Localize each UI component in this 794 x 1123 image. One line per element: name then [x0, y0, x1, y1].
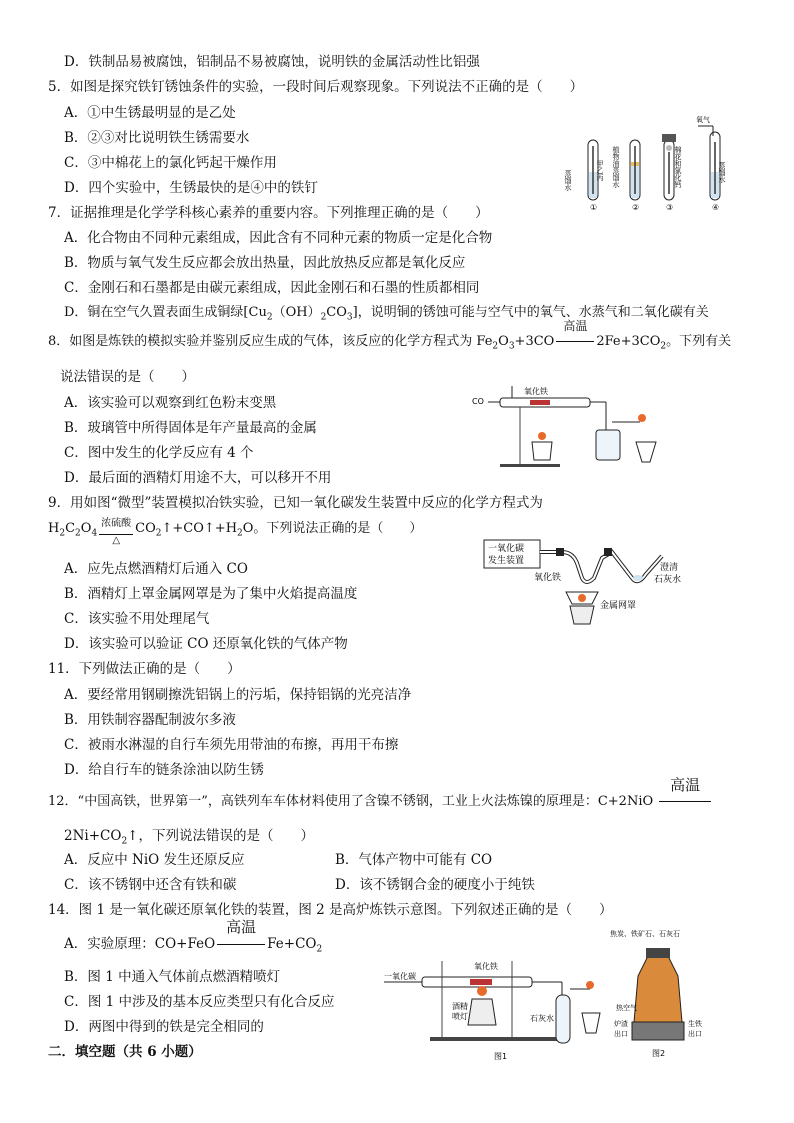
tube-3: [662, 134, 682, 212]
q12-stem: 12．“中国高铁，世界第一”，高铁列车车体材料使用了含镍不锈钢，工业上火法炼镍的原理是：C+2NiO 高温: [48, 793, 713, 811]
q7-option-b: B．物质与氧气发生反应都会放出热量，因此放热反应都是氧化反应: [64, 255, 466, 271]
t3-label: 棉花和氯化钙: [674, 146, 682, 188]
q9-figure-micro-device: [482, 538, 692, 630]
q9-option-a: A．应先点燃酒精灯后通入 CO: [64, 561, 248, 577]
q12-option-c: C．该不锈钢中还含有铁和碳: [64, 877, 237, 893]
q7-option-d: D．铜在空气久置表面生成铜绿$[Cu_2(OH)_2CO_3]$，说明铜的锈蚀可能与空气中的氧气、水蒸气和二氧化碳有关: [64, 305, 709, 323]
q8-option-d: D．最后面的酒精灯用途不大，可以移开不用: [64, 470, 332, 486]
section-2-title: 二．填空题（共 6 小题）: [48, 1044, 202, 1060]
fig1-fe2o3-label: 氧化铁: [474, 962, 498, 971]
q4-option-d: D．铁制品易被腐蚀，铝制品不易被腐蚀，说明铁的金属活动性比铝强: [64, 54, 480, 70]
tube-2: [612, 140, 640, 212]
gen-label-2: 发生装置: [488, 556, 525, 566]
q12-option-b: B．气体产物中可能有 CO: [335, 852, 493, 868]
q8-stem: 8．如图是炼铁的模拟实验并鉴别反应生成的气体，该反应的化学方程式为 $Fe_2O_3+3CO$ 高温 $2Fe+3CO_2$。下列有关: [48, 319, 732, 352]
q14-condition: 高温: [217, 935, 265, 953]
fig1-lime-label: 石灰水: [530, 1014, 554, 1023]
fig2-slag-label-1: 炉渣: [614, 1020, 628, 1028]
n3: ③: [666, 203, 674, 212]
q9-equation: $H_2C_2O_4$ 浓硫酸 △ $CO_2↑+CO↑+H_2O$。下列说法正确的是（ ）: [48, 518, 423, 546]
fig2-air-label: 热空气: [616, 1004, 637, 1012]
q14-stem: 14．图 1 是一氧化碳还原氧化铁的装置，图 2 是高炉炼铁示意图。下列叙述正确的是（ ）: [48, 902, 613, 918]
fig1-caption: 图1: [494, 1052, 508, 1061]
oxygen-label: 氧气: [696, 116, 710, 124]
q8-option-a: A．该实验可以观察到红色粉末变黑: [64, 395, 277, 411]
q14-option-a: A．实验原理：CO+FeO 高温 $Fe+CO_2$: [64, 918, 323, 955]
q9-stem: 9．用如图“微型”装置模拟冶铁实验，已知一氧化碳发生装置中反应的化学方程式为: [48, 495, 543, 511]
q12-option-d: D．该不锈钢合金的硬度小于纯铁: [335, 877, 535, 893]
t4-label: 蒸馏水: [718, 162, 726, 183]
fig2-slag-label-2: 出口: [614, 1030, 628, 1038]
q11-stem: 11．下列做法正确的是（ ）: [48, 661, 241, 677]
q14-option-b: B．图 1 中通入气体前点燃酒精喷灯: [64, 969, 281, 985]
q8-condition: 高温: [556, 333, 594, 351]
mesh-label: 金属网罩: [600, 601, 637, 611]
q11-option-a: A．要经常用钢刷擦洗铝锅上的污垢，保持铝锅的光亮洁净: [64, 687, 412, 703]
q7-option-c: C．金刚石和石墨都是由碳元素组成，因此金刚石和石墨的性质都相同: [64, 280, 480, 296]
tube-4: [696, 115, 726, 212]
fig1-lamp-label-1: 酒精: [452, 1002, 468, 1011]
fe2o3-label: 氧化铁: [534, 573, 562, 583]
fe2o3-label: 氧化铁: [524, 387, 548, 396]
t1-label: 蒸馏水: [564, 170, 572, 191]
q8-option-b: B．玻璃管中所得固体是年产量最高的金属: [64, 420, 317, 436]
fig2-caption: 图2: [652, 1049, 666, 1058]
q14-option-c: C．图 1 中涉及的基本反应类型只有化合反应: [64, 994, 335, 1010]
q7-stem: 7．证据推理是化学学科核心素养的重要内容。下列推理正确的是（ ）: [48, 205, 489, 221]
q7-option-a: A．化合物由不同种元素组成，因此含有不同种元素的物质一定是化合物: [64, 230, 493, 246]
q9-option-d: D．该实验可以验证 CO 还原氧化铁的气体产物: [64, 636, 348, 652]
n1: ①: [590, 203, 598, 212]
q11-option-c: C．被雨水淋湿的自行车须先用带油的布擦，再用干布擦: [64, 737, 399, 753]
gen-label-1: 一氧化碳: [488, 544, 525, 554]
q12-option-a: A．反应中 NiO 发生还原反应: [64, 852, 245, 868]
fig2-iron-label-1: 生铁: [688, 1020, 702, 1028]
q9-condition: 浓硫酸 △: [101, 518, 132, 546]
fig1-lamp-label-2: 喷灯: [452, 1012, 468, 1021]
q11-option-b: B．用铁制容器配制波尔多液: [64, 712, 236, 728]
q5-stem: 5．如图是探究铁钉锈蚀条件的实验，一段时间后观察现象。下列说法不正确的是（ ）: [48, 79, 584, 95]
q12-line-2: $2Ni+CO_2↑$，下列说法错误的是（ ）: [64, 828, 314, 847]
q14-figure-2-blast-furnace: [608, 926, 718, 1060]
q9-option-c: C．该实验不用处理尾气: [64, 611, 210, 627]
q9-option-b: B．酒精灯上罩金属网罩是为了集中火焰提高温度: [64, 586, 358, 602]
t1b-label: 甲乙丙: [596, 160, 604, 181]
q5-figure-rusting-tubes: [560, 112, 740, 214]
n2: ②: [632, 203, 640, 212]
q5-option-d: D．四个实验中，生锈最快的是④中的铁钉: [64, 180, 318, 196]
q14-figure-1-co-reduction: [382, 955, 610, 1065]
q8-figure-iron-smelting: [470, 382, 670, 472]
q8-option-c: C．图中发生的化学反应有 4 个: [64, 445, 254, 461]
q5-option-a: A．①中生锈最明显的是乙处: [64, 105, 236, 121]
q5-option-c: C．③中棉花上的氯化钙起干燥作用: [64, 155, 277, 171]
q5-option-b: B．②③对比说明铁生锈需要水: [64, 130, 250, 146]
q11-option-d: D．给自行车的链条涂油以防生锈: [64, 762, 264, 778]
fig2-top-label: 焦炭、铁矿石、石灰石: [610, 930, 680, 938]
lime-label-1: 澄清: [660, 563, 679, 573]
q8-stem-2: 说法错误的是（ ）: [60, 369, 195, 385]
q12-condition: 高温: [659, 793, 711, 811]
fig1-co-label: 一氧化碳: [384, 972, 416, 981]
co-label: CO: [472, 397, 484, 406]
n4: ④: [712, 203, 720, 212]
tube-1: [564, 140, 604, 212]
lime-label-2: 石灰水: [654, 575, 682, 585]
q14-option-d: D．两图中得到的铁是完全相同的: [64, 1019, 264, 1035]
t2-label: 植物油蒸馏水: [612, 146, 620, 188]
fig2-iron-label-2: 出口: [688, 1030, 702, 1038]
